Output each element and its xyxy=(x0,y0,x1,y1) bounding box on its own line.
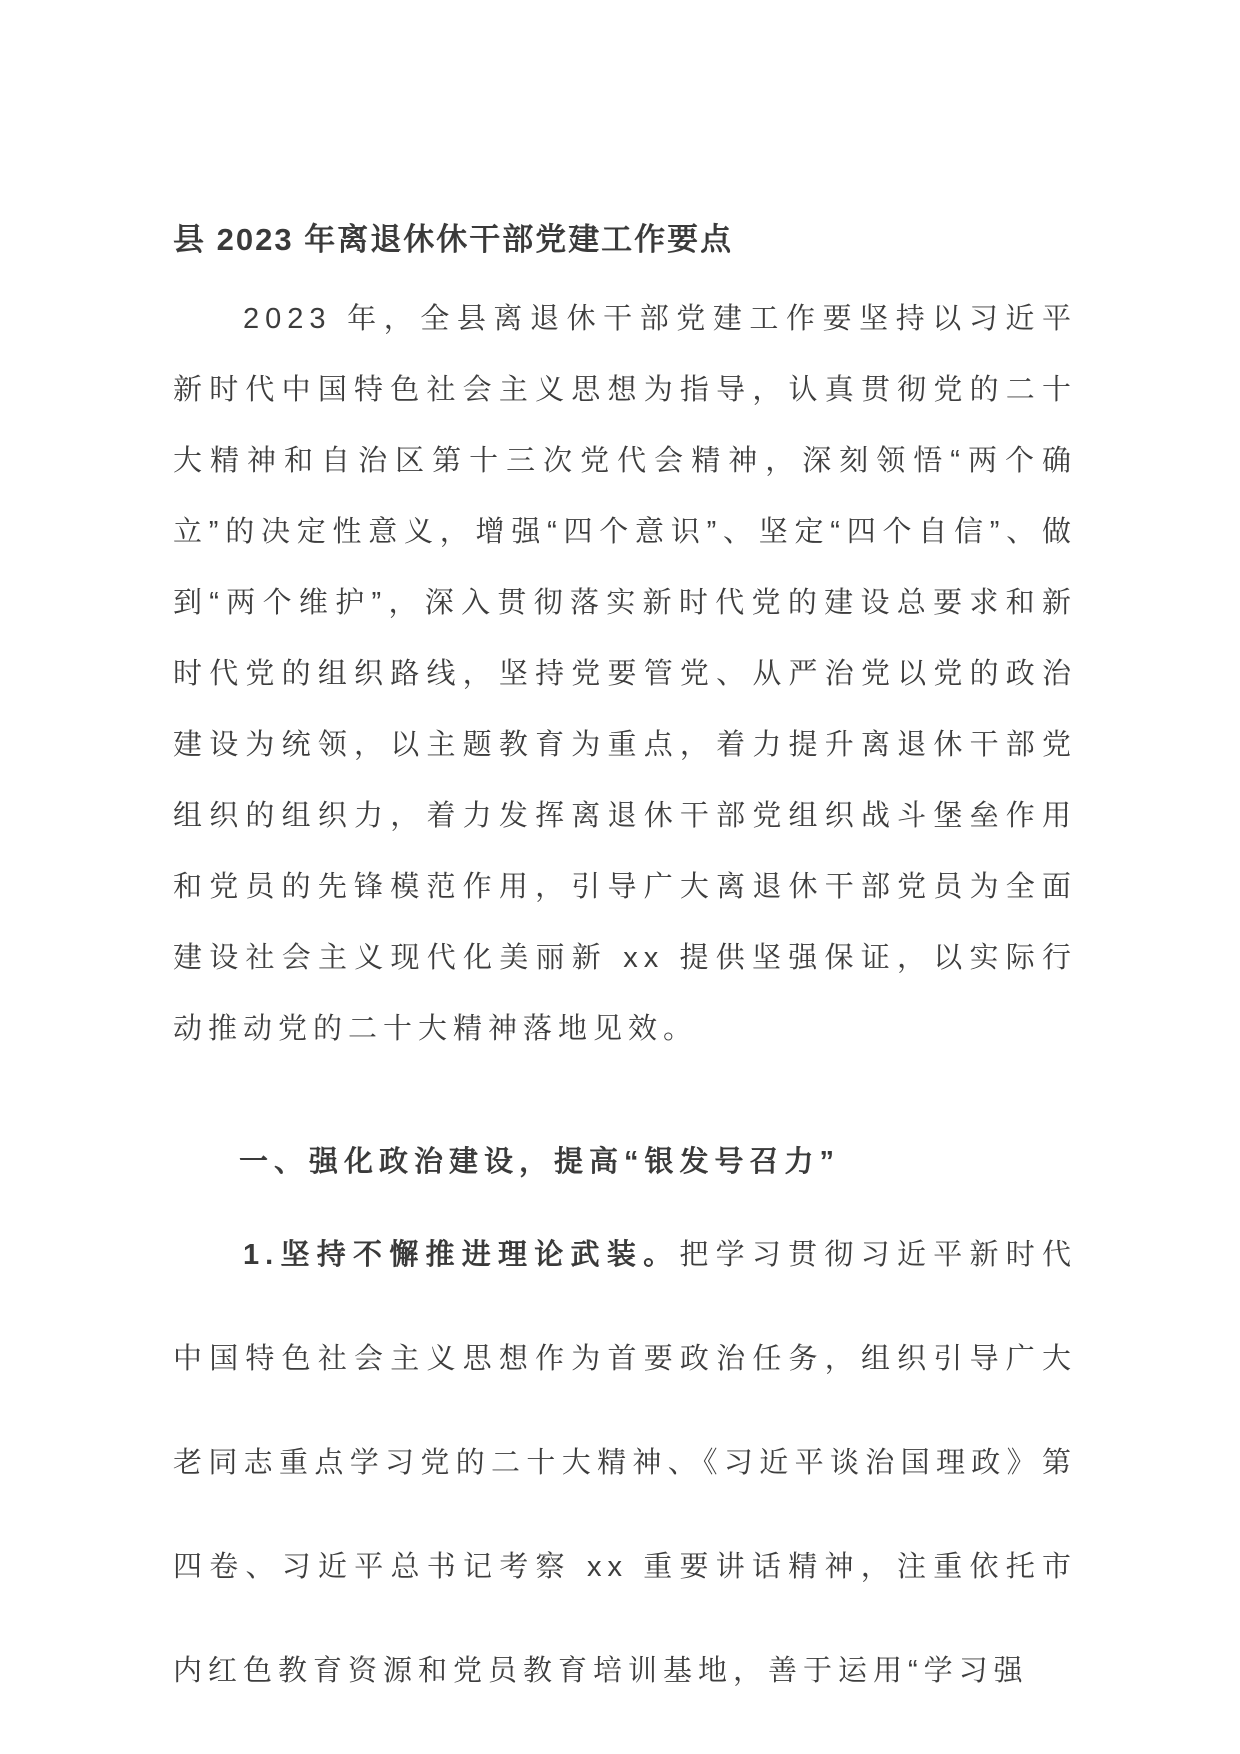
intro-paragraph: 2023 年，全县离退休干部党建工作要坚持以习近平新时代中国特色社会主义思想为指导，认真贯彻党的二十大精神和自治区第十三次党代会精神，深刻领悟“两个确立”的决定性意义，增强“四个意识”、坚定“四个自信”、做到“两个维护”，深入贯彻落实新时代党的建设总要求和新时代党的组织路线，坚持党要管党、从严治党以党的政治建设为统领，以主题教育为重点，着力提升离退休干部党组织的组织力，着力发挥离退休干部党组织战斗堡垒作用和党员的先锋模范作用，引导广大离退休干部党员为全面建设社会主义现代化美丽新 xx 提供坚强保证，以实际行动推动党的二十大精神落地见效。 xyxy=(173,302,1077,1045)
section-1-text: 把学习贯彻习近平新时代中国特色社会主义思想作为首要政治任务，组织引导广大老同志重点学习党的二十大精神、《习近平谈治国理政》第四卷、习近平总书记考察 xx 重要讲话精神，注重依托市内红色教育资源和党员教育培训基地，善于运用“学习强 xyxy=(173,1238,1077,1687)
document-title: 县 2023 年离退休休干部党建工作要点 xyxy=(173,221,734,257)
section-1-paragraph xyxy=(173,1203,1077,1723)
section-1-lead: 1.坚持不懈推进理论武装。 xyxy=(243,1238,680,1271)
section-1-heading: 一、强化政治建设，提高“银发号召力” xyxy=(239,1145,841,1178)
